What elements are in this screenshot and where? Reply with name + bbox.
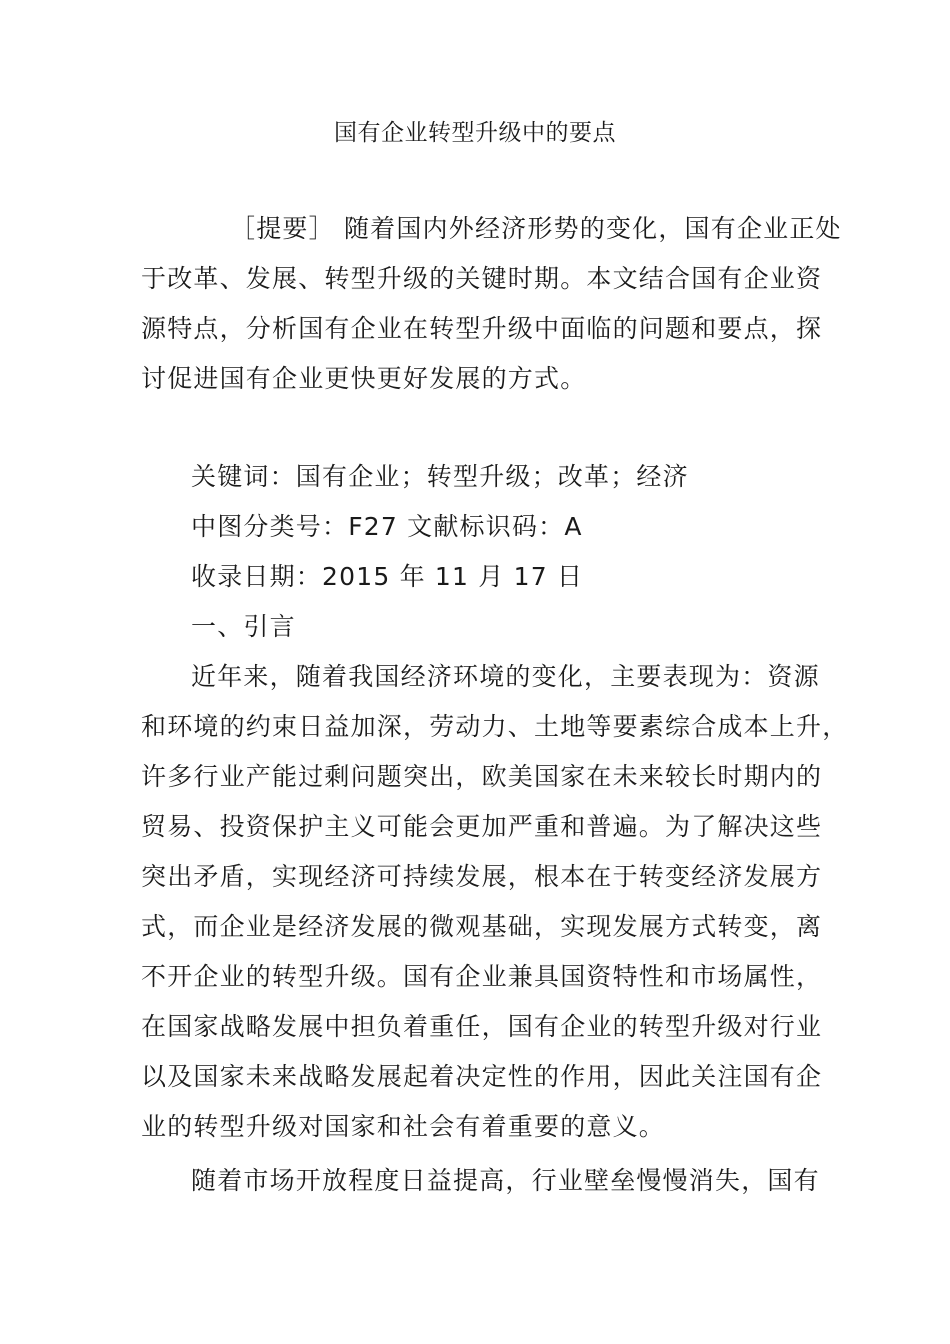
paragraph-line: 式，而企业是经济发展的微观基础，实现发展方式转变，离	[141, 912, 823, 941]
paragraph-line: 在国家战略发展中担负着重任，国有企业的转型升级对行业	[141, 1012, 823, 1041]
paragraph-line: 不开企业的转型升级。国有企业兼具国资特性和市场属性，	[141, 962, 823, 991]
keywords-line: 关键词：国有企业；转型升级；改革；经济	[191, 462, 689, 491]
paragraph-line: 突出矛盾，实现经济可持续发展，根本在于转变经济发展方	[141, 862, 823, 891]
abstract-line: 讨促进国有企业更快更好发展的方式。	[141, 364, 587, 393]
paragraph-line: 近年来，随着我国经济环境的变化，主要表现为：资源	[191, 662, 820, 691]
paragraph-line: 和环境的约束日益加深，劳动力、土地等要素综合成本上升，	[141, 712, 849, 741]
abstract-line: 源特点，分析国有企业在转型升级中面临的问题和要点，探	[141, 314, 823, 343]
paragraph-line: 随着市场开放程度日益提高，行业壁垒慢慢消失，国有	[191, 1166, 820, 1195]
abstract-line: 于改革、发展、转型升级的关键时期。本文结合国有企业资	[141, 264, 823, 293]
abstract-line: ［提要］ 随着国内外经济形势的变化，国有企业正处	[230, 214, 842, 243]
paragraph-line: 许多行业产能过剩问题突出，欧美国家在未来较长时期内的	[141, 762, 823, 791]
classification-line: 中图分类号：F27 文献标识码：A	[191, 512, 583, 541]
document-title: 国有企业转型升级中的要点	[334, 120, 616, 146]
received-date-line: 收录日期：2015 年 11 月 17 日	[191, 562, 584, 591]
paragraph-line: 贸易、投资保护主义可能会更加严重和普遍。为了解决这些	[141, 812, 823, 841]
paragraph-line: 以及国家未来战略发展起着决定性的作用，因此关注国有企	[141, 1062, 823, 1091]
section-heading: 一、引言	[191, 612, 296, 641]
paragraph-line: 业的转型升级对国家和社会有着重要的意义。	[141, 1112, 666, 1141]
